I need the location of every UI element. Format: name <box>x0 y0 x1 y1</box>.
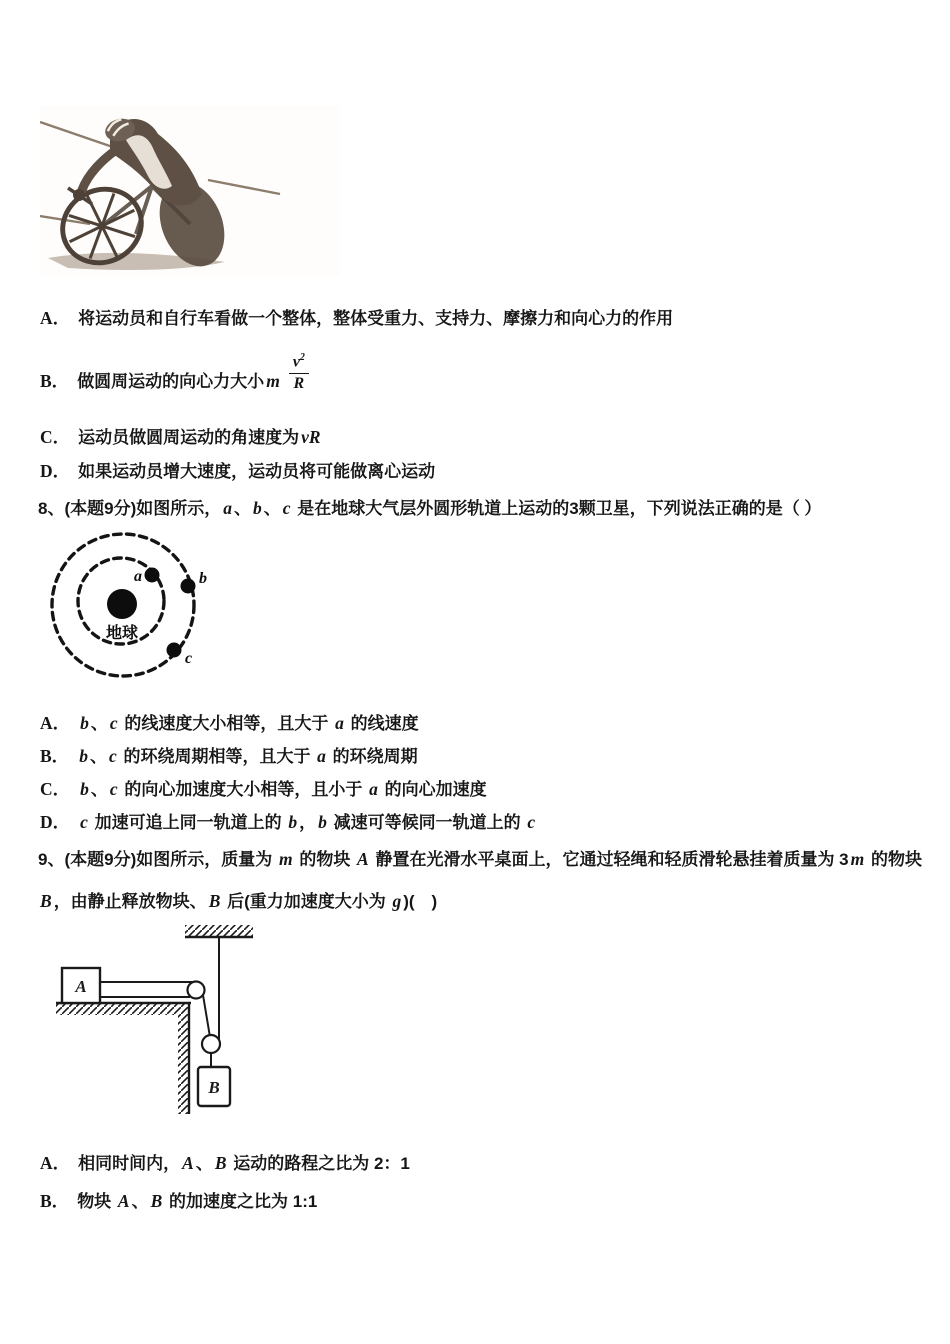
satellite-a <box>145 568 160 583</box>
option-letter: A． <box>40 308 71 328</box>
q7-option-c <box>40 425 323 450</box>
q9-stem-line1 <box>38 847 922 872</box>
option-text: b 、 c 的环绕周期相等，且大于 a 的环绕周期 <box>79 746 418 766</box>
ceiling-hatching <box>185 925 253 937</box>
satellite-orbit-diagram <box>38 526 273 701</box>
table-hatching <box>56 1004 190 1015</box>
satellite-b <box>181 579 196 594</box>
movable-pulley <box>202 1035 220 1053</box>
satellite-c <box>167 643 182 658</box>
option-letter: B． <box>40 746 70 766</box>
q7-option-d <box>40 459 435 484</box>
satellite-b-label: b <box>199 570 207 587</box>
option-text: 将运动员和自行车看做一个整体，整体受重力、支持力、摩擦力和向心力的作用 <box>78 309 674 328</box>
option-text: b 、 c 的线速度大小相等，且大于 a 的线速度 <box>80 713 419 733</box>
option-letter: D． <box>40 461 71 481</box>
option-text: b 、 c 的向心加速度大小相等，且小于 a 的向心加速度 <box>80 779 487 799</box>
q8-option-a <box>40 711 419 736</box>
q8-option-b <box>40 744 418 769</box>
option-letter: C． <box>40 779 71 799</box>
earth <box>107 589 137 619</box>
satellite-c-label: c <box>185 650 193 667</box>
option-text: 运动员做圆周运动的角速度为 vR <box>78 427 321 447</box>
option-text: c 加速可追上同一轨道上的 b ， b 减速可等候同一轨道上的 c <box>80 812 536 832</box>
q9-option-a <box>40 1151 410 1176</box>
stem-text: 8、(本题9分)如图所示， a 、 b 、 c 是在地球大气层外圆形轨道上运动的3颗卫星，下列说法正确的是（ ） <box>38 498 822 518</box>
earth-label: 地球 <box>105 625 139 642</box>
corner-pulley <box>188 982 205 999</box>
q8-option-c <box>40 777 487 802</box>
q7-option-b <box>40 352 309 403</box>
option-letter: B． <box>40 1191 70 1211</box>
option-text: 如果运动员增大速度，运动员将可能做离心运动 <box>78 462 436 481</box>
q8-option-d <box>40 810 537 835</box>
option-letter: A． <box>40 1153 71 1173</box>
option-text: 做圆周运动的向心力大小 m $\frac{v^2}{R}$ <box>77 372 309 391</box>
option-letter: B． <box>40 371 70 392</box>
option-text: 相同时间内， A 、 B 运动的路程之比为 2：1 <box>78 1153 410 1173</box>
q8-stem <box>38 496 821 521</box>
block-a-label: A <box>75 977 87 996</box>
stem-text: 9、(本题9分)如图所示，质量为 m 的物块 A 静置在光滑水平桌面上，它通过轻绳和轻质滑轮悬挂着质量为 3 m 的物块 <box>38 849 922 869</box>
q7-option-a <box>40 306 673 331</box>
table-edge-hatching <box>178 1015 189 1114</box>
pulley-block-diagram <box>48 916 278 1141</box>
option-letter: D． <box>40 812 71 832</box>
q9-option-b <box>40 1189 317 1214</box>
block-b-label: B <box>208 1078 220 1097</box>
q9-stem-line2 <box>38 889 437 914</box>
option-text: 物块 A 、 B 的加速度之比为 1:1 <box>77 1191 318 1211</box>
rope-descending <box>203 995 210 1037</box>
option-letter: C． <box>40 427 71 447</box>
cyclist-photo <box>40 106 340 276</box>
satellite-a-label: a <box>134 568 142 585</box>
option-letter: A． <box>40 713 71 733</box>
stem-text: B ，由静止释放物块、 B 后(重力加速度大小为 g )( ) <box>40 891 438 911</box>
